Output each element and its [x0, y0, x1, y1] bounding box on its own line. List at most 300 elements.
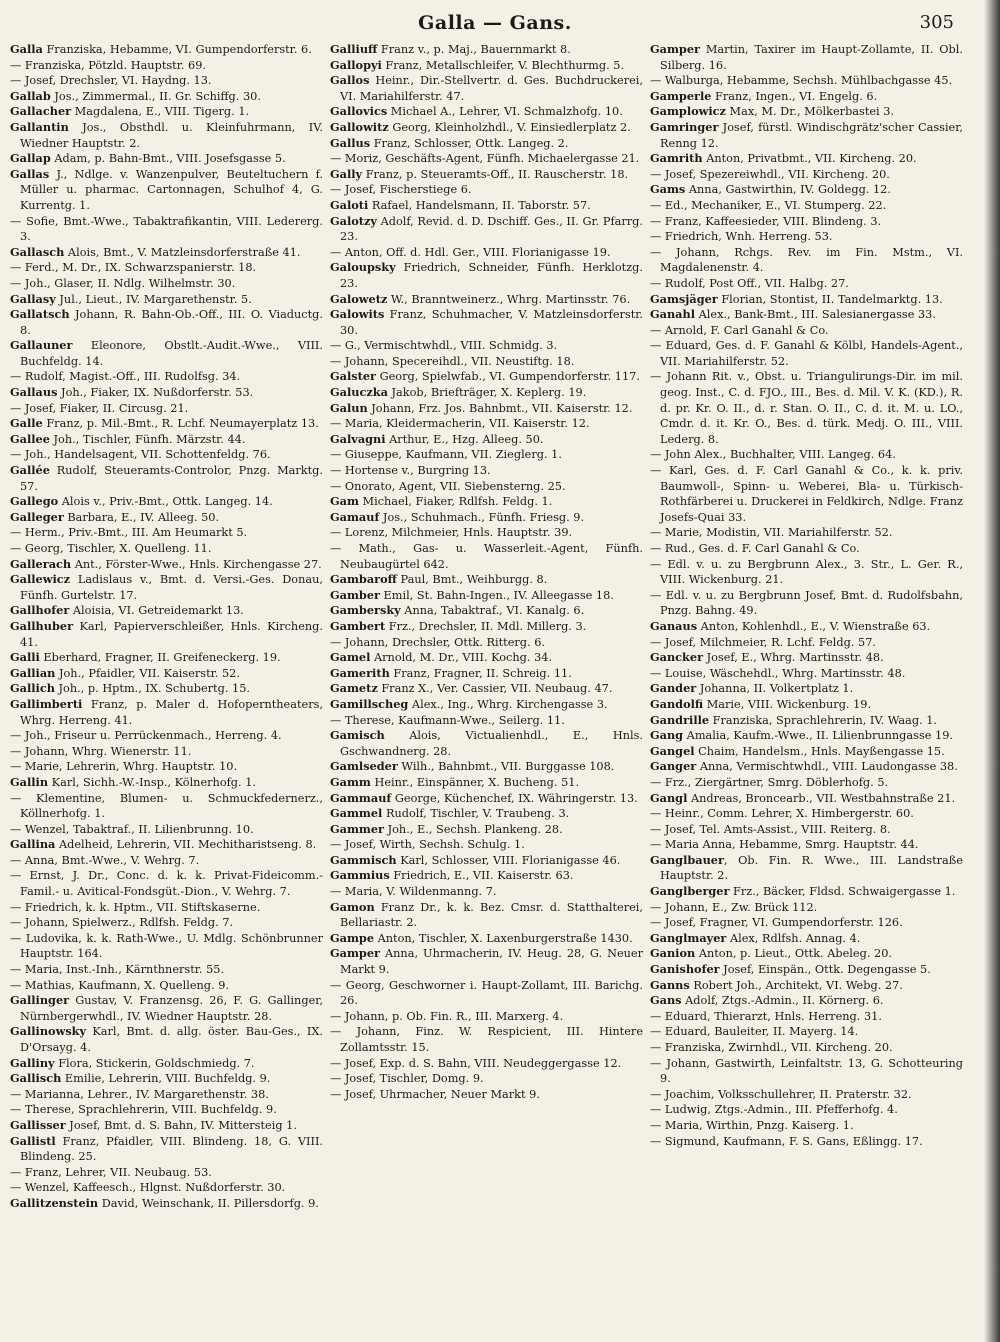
entry-details: — Ed., Mechaniker, E., VI. Stumperg. 22. — [650, 198, 887, 212]
directory-entry — [330, 463, 643, 479]
entry-surname: Gallasy — [10, 291, 56, 306]
directory-entry — [330, 635, 643, 651]
directory-entry — [650, 1040, 963, 1056]
entry-details: — Franziska, Pötzld. Hauptstr. 69. — [10, 58, 207, 72]
entry-details: Friedrich, Schneider, Fünfh. Herklotzg. 23. — [340, 261, 643, 290]
entry-surname: Gallistl — [10, 1133, 56, 1148]
directory-entry — [330, 245, 643, 261]
directory-entry — [330, 588, 643, 604]
entry-details: Karl, Sichh.-W.-Insp., Kölnerhofg. 1. — [48, 775, 256, 789]
directory-entry — [10, 822, 323, 838]
entry-details: — Karl, Ges. d. F. Carl Ganahl & Co., k. k. priv. Baumwoll-, Spinn- u. Weberei, Bla- u. Türkisch-Rothfärberei u. Druckerei in Feldkirch, Ndlge. Franz Josefs-Quai 33. — [650, 464, 963, 524]
entry-details: Franz, p. Steueramts-Off., II. Rauscherstr. 18. — [362, 167, 629, 181]
entry-surname: Ganishofer — [650, 962, 720, 977]
entry-details: Michael A., Lehrer, VI. Schmalzhofg. 10. — [387, 105, 623, 119]
directory-entry — [10, 385, 323, 401]
entry-details: Martin, Taxirer im Haupt-Zollamte, II. Obl. Silberg. 16. — [660, 43, 963, 72]
entry-details: — Frz., Ziergärtner, Smrg. Döblerhofg. 5. — [650, 775, 889, 789]
entry-surname: Gangel — [650, 743, 695, 758]
directory-entry — [650, 447, 963, 463]
entry-details: Adelheid, Lehrerin, VII. Mechitharistseng. 8. — [55, 838, 317, 852]
entry-details: Franz, p. Maler d. Hofoperntheaters, Whrg. Herreng. 41. — [20, 697, 323, 727]
entry-details: Jos., Obsthdl. u. Kleinfuhrmann, IV. Wiedner Hauptstr. 2. — [20, 120, 323, 150]
entry-details: Georg, Kleinholzhdl., V. Einsiedlerplatz 2. — [388, 120, 631, 134]
entry-details: Ant., Förster-Wwe., Hnls. Kirchengasse 27. — [71, 557, 322, 571]
directory-entry — [650, 728, 963, 744]
entry-surname: Gambert — [330, 618, 386, 633]
entry-details: — Johann Rit. v., Obst. u. Triangulirungs-Dir. im mil. geog. Inst., C. d. FJO., III., Bes. d. Mil. V. K. (KD.), R. d. pr. Kr. O. II., d. r. Stan. O. II., C. d. it. M. u. LO., Cmdr. d. it. Kr. O., Bes. d. türk. Medj. O. III., VIII. Lederg. 8. — [650, 370, 963, 446]
column-1 — [10, 42, 323, 1212]
directory-entry — [650, 167, 963, 183]
directory-entry — [650, 198, 963, 214]
directory-entry — [10, 557, 323, 573]
entry-details: Amalia, Kaufm.-Wwe., II. Lilienbrunngasse 19. — [683, 729, 953, 743]
directory-entry — [650, 946, 963, 962]
entry-details: — Eduard, Ges. d. F. Ganahl & Kölbl, Handels-Agent., VII. Mariahilferstr. 52. — [650, 339, 963, 368]
entry-details: Franziska, Hebamme, VI. Gumpendorferstr. 6. — [42, 43, 312, 56]
entry-details: — Eduard, Thierarzt, Hnls. Herreng. 31. — [650, 1009, 882, 1023]
entry-surname: Ganaus — [650, 618, 698, 633]
directory-entry — [650, 759, 963, 775]
entry-surname: Galotzy — [330, 213, 377, 228]
entry-details: Franz, Metallschleifer, V. Blechthurmg. 5. — [381, 58, 625, 72]
entry-details: Alois, Bmt., V. Matzleinsdorferstraße 41. — [64, 245, 301, 259]
directory-entry — [10, 1196, 323, 1212]
entry-details: Jul., Lieut., IV. Margarethenstr. 5. — [55, 292, 252, 306]
entry-surname: Gallimberti — [10, 696, 83, 711]
entry-surname: Galvagni — [330, 431, 386, 446]
entry-details: — G., Vermischtwhdl., VIII. Schmidg. 3. — [330, 339, 558, 353]
entry-details: — Maria, Kleidermacherin, VII. Kaiserstr. 12. — [330, 417, 590, 431]
entry-details: — Josef, Fischerstiege 6. — [330, 183, 472, 197]
entry-surname: Gallap — [10, 151, 51, 166]
page-header — [10, 12, 980, 38]
running-head: Galla — Gans. — [418, 12, 572, 34]
column-2 — [330, 42, 643, 1212]
directory-entry — [330, 853, 643, 869]
entry-details: Alex, Rdlfsh. Annag. 4. — [726, 931, 861, 945]
entry-details: Franz, Pfaidler, VIII. Blindeng. 18, G. VIII. Blindeng. 25. — [20, 1134, 323, 1164]
entry-details: — Giuseppe, Kaufmann, VII. Zieglerg. 1. — [330, 448, 562, 462]
directory-entry — [330, 806, 643, 822]
directory-entry — [330, 681, 643, 697]
directory-entry — [330, 884, 643, 900]
entry-surname: Gallina — [10, 837, 56, 852]
entry-details: — Friedrich, Wnh. Herreng. 53. — [650, 230, 833, 244]
entry-details: Rudolf, Steueramts-Controlor, Pnzg. Marktg. 57. — [20, 464, 323, 493]
directory-entry — [330, 260, 643, 291]
directory-entry — [330, 73, 643, 104]
directory-entry — [10, 978, 323, 994]
entry-details: Franz v., p. Maj., Bauernmarkt 8. — [377, 43, 571, 56]
entry-details: Florian, Stontist, II. Tandelmarktg. 13. — [717, 292, 943, 306]
directory-entry — [650, 276, 963, 292]
directory-entry — [650, 541, 963, 557]
entry-details: Josef, fürstl. Windischgrätz'scher Cassier, Renng 12. — [660, 120, 963, 150]
directory-entry — [330, 338, 643, 354]
entry-details: Friedrich, E., VII. Kaiserstr. 63. — [389, 869, 574, 883]
directory-entry — [330, 58, 643, 74]
directory-entry — [650, 369, 963, 447]
entry-surname: Ganahl — [650, 307, 696, 322]
entry-details: Franz X., Ver. Cassier, VII. Neubaug. 47. — [377, 682, 613, 696]
entry-details: — Ludovika, k. k. Rath-Wwe., U. Mdlg. Schönbrunner Hauptstr. 164. — [10, 931, 323, 961]
directory-entry — [10, 167, 323, 214]
directory-entry — [330, 775, 643, 791]
directory-entry — [650, 104, 963, 120]
entry-details: — Edl. v. u. zu Bergbrunn Josef, Bmt. d. Rudolfsbahn, Pnzg. Bahng. 49. — [650, 588, 963, 618]
entry-details: — Johann, Rchgs. Rev. im Fin. Mstm., VI. Magdalenenstr. 4. — [650, 245, 963, 275]
entry-surname: Galla — [10, 42, 43, 56]
directory-entry — [10, 494, 323, 510]
entry-surname: Gametz — [330, 681, 378, 696]
entry-details: Rudolf, Tischler, V. Traubeng. 3. — [382, 807, 570, 821]
entry-details: Michael, Fiaker, Rdlfsh. Feldg. 1. — [358, 495, 553, 509]
entry-surname: Gams — [650, 182, 686, 197]
entry-surname: Gandrille — [650, 712, 710, 727]
directory-entry — [650, 884, 963, 900]
directory-entry — [10, 619, 323, 650]
entry-details: Emilie, Lehrerin, VIII. Buchfeldg. 9. — [61, 1072, 271, 1086]
entry-details: — Ferd., M. Dr., IX. Schwarzspanierstr. 18. — [10, 261, 257, 275]
entry-details: — Johann, Gastwirth, Leinfaltstr. 13, G. Schotteuring 9. — [650, 1056, 963, 1086]
entry-surname: Galowetz — [330, 291, 388, 306]
directory-entry — [330, 214, 643, 245]
entry-surname: Gallego — [10, 494, 59, 509]
entry-details: Anton, p. Lieut., Ottk. Abeleg. 20. — [695, 947, 892, 961]
entry-details: — Josef, Milchmeier, R. Lchf. Feldg. 57. — [650, 635, 876, 649]
entry-details: — Johann, Whrg. Wienerstr. 11. — [10, 744, 192, 758]
directory-entry — [10, 728, 323, 744]
entry-surname: Ganger — [650, 759, 697, 774]
directory-entry — [10, 338, 323, 369]
entry-surname: Ganns — [650, 977, 690, 992]
entry-details: — Heinr., Comm. Lehrer, X. Himbergerstr. 60. — [650, 807, 914, 821]
entry-details: Johann, Frz. Jos. Bahnbmt., VII. Kaiserstr. 12. — [367, 401, 633, 415]
entry-details: Karl, Bmt. d. allg. öster. Bau-Ges., IX. D'Orsayg. 4. — [20, 1025, 323, 1054]
directory-entry — [10, 42, 323, 58]
entry-details: — Klementine, Blumen- u. Schmuckfedernerz., Köllnerhofg. 1. — [10, 791, 323, 821]
directory-entry — [330, 447, 643, 463]
entry-surname: Gammius — [330, 868, 390, 883]
entry-details: Franz, Ingen., VI. Engelg. 6. — [711, 89, 878, 103]
entry-details: — Wenzel, Kaffeesch., Hlgnst. Nußdorferstr. 30. — [10, 1181, 286, 1195]
directory-entry — [330, 401, 643, 417]
entry-surname: Ganglbauer — [650, 852, 724, 867]
directory-entry — [650, 681, 963, 697]
directory-entry — [650, 525, 963, 541]
entry-details: — Josef, Wirth, Sechsh. Schulg. 1. — [330, 838, 525, 852]
entry-surname: Galowits — [330, 307, 385, 322]
entry-details: Karl, Papierverschleißer, Hnls. Kircheng. 41. — [20, 619, 323, 649]
entry-surname: Gamsjäger — [650, 291, 718, 306]
entry-details: Arthur, E., Hzg. Alleeg. 50. — [385, 432, 544, 446]
entry-surname: Gallée — [10, 463, 50, 478]
entry-surname: Gamrith — [650, 151, 703, 166]
entry-surname: Ganion — [650, 946, 696, 961]
entry-details: Gustav, V. Franzensg. 26, F. G. Gallinger, Nürnbergerwhdl., IV. Wiedner Hauptstr. 28. — [20, 994, 323, 1023]
entry-details: Joh., Fiaker, IX. Nußdorferstr. 53. — [57, 386, 254, 400]
directory-entry — [650, 307, 963, 323]
entry-details: Anna, Gastwirthin, IV. Goldegg. 12. — [685, 183, 891, 197]
directory-entry — [330, 697, 643, 713]
directory-entry — [10, 1134, 323, 1165]
directory-entry — [10, 1118, 323, 1134]
entry-details: Joh., Pfaidler, VII. Kaiserstr. 52. — [55, 666, 240, 680]
directory-entry — [330, 292, 643, 308]
entry-details: — Rudolf, Post Off., VII. Halbg. 27. — [650, 276, 849, 290]
entry-details: Frz., Drechsler, II. Mdl. Millerg. 3. — [385, 619, 587, 633]
entry-details: Flora, Stickerin, Goldschmiedg. 7. — [54, 1056, 255, 1070]
entry-surname: Gamper — [330, 946, 380, 961]
directory-entry — [650, 229, 963, 245]
directory-entry — [10, 603, 323, 619]
directory-entry — [650, 1102, 963, 1118]
entry-details: Andreas, Broncearb., VII. Westbahnstraße 21. — [687, 791, 956, 805]
directory-entry — [10, 962, 323, 978]
entry-surname: Galliuff — [330, 42, 378, 56]
entry-surname: Ganglberger — [650, 884, 730, 899]
entry-details: — Friedrich, k. k. Hptm., VII. Stiftskaserne. — [10, 900, 261, 914]
entry-details: — Josef, Spezereiwhdl., VII. Kircheng. 20. — [650, 167, 890, 181]
directory-entry — [10, 369, 323, 385]
entry-details: Josef, Einspän., Ottk. Degengasse 5. — [719, 963, 931, 977]
entry-details: Rafael, Handelsmann, II. Taborstr. 57. — [368, 198, 591, 212]
entry-surname: Ganglmayer — [650, 930, 727, 945]
directory-entry — [650, 650, 963, 666]
entry-surname: Gallasch — [10, 244, 65, 259]
entry-details: , Ob. Fin. R. Wwe., III. Landstraße Hauptstr. 2. — [660, 853, 963, 883]
entry-surname: Gallhofer — [10, 603, 70, 618]
directory-entry — [10, 1165, 323, 1181]
entry-details: — Marianna, Lehrer., IV. Margarethenstr. 38. — [10, 1087, 269, 1101]
directory-entry — [330, 494, 643, 510]
directory-entry — [650, 900, 963, 916]
directory-entry — [650, 806, 963, 822]
entry-details: Max, M. Dr., Mölkerbastei 3. — [725, 105, 895, 119]
directory-entry — [330, 1087, 643, 1103]
entry-details: Barbara, E., IV. Alleeg. 50. — [63, 510, 220, 524]
entry-details: — Franz, Kaffeesieder, VIII. Blindeng. 3. — [650, 214, 882, 228]
entry-details: Alex., Ing., Whrg. Kirchengasse 3. — [408, 697, 608, 711]
entry-details: — Josef, Fiaker, II. Circusg. 21. — [10, 401, 189, 415]
directory-entry — [10, 650, 323, 666]
directory-entry — [10, 276, 323, 292]
directory-entry — [330, 931, 643, 947]
entry-details: Adam, p. Bahn-Bmt., VIII. Josefsgasse 5. — [50, 152, 286, 166]
entry-details: — Wenzel, Tabaktraf., II. Lilienbrunng. 10. — [10, 822, 254, 836]
entry-surname: Galuczka — [330, 385, 388, 400]
entry-surname: Gamerith — [330, 665, 390, 680]
entry-details: — Josef, Drechsler, VI. Haydng. 13. — [10, 74, 212, 88]
entry-details: Heinr., Einspänner, X. Bucheng. 51. — [370, 775, 580, 789]
entry-details: — Franz, Lehrer, VII. Neubaug. 53. — [10, 1165, 212, 1179]
directory-entry — [650, 588, 963, 619]
entry-details: Georg, Spielwfab., VI. Gumpendorferstr. 117. — [375, 370, 640, 384]
entry-details: Franz Dr., k. k. Bez. Cmsr. d. Statthalterei, Bellariastr. 2. — [340, 900, 643, 930]
entry-details: — Lorenz, Milchmeier, Hnls. Hauptstr. 39. — [330, 526, 573, 540]
directory-entry — [10, 1087, 323, 1103]
directory-entry — [650, 151, 963, 167]
entry-details: Alois, Victualienhdl., E., Hnls. Gschwandnerg. 28. — [340, 729, 643, 758]
directory-entry — [650, 837, 963, 853]
entry-details: — Therese, Sprachlehrerin, VIII. Buchfeldg. 9. — [10, 1103, 277, 1117]
entry-details: Franz, Schlosser, Ottk. Langeg. 2. — [370, 136, 569, 150]
entry-surname: Gallee — [10, 431, 50, 446]
entry-surname: Gambersky — [330, 603, 401, 618]
entry-details: Joh., E., Sechsh. Plankeng. 28. — [384, 822, 563, 836]
entry-details: — Louise, Wäschehdl., Whrg. Martinsstr. 48. — [650, 666, 906, 680]
entry-details: Johann, R. Bahn-Ob.-Off., III. O. Viaductg. 8. — [20, 308, 323, 337]
directory-entry — [10, 214, 323, 245]
directory-entry — [330, 167, 643, 183]
directory-entry — [650, 791, 963, 807]
directory-entry — [10, 260, 323, 276]
entry-surname: Gallewicz — [10, 572, 71, 587]
entry-details: — Johann, E., Zw. Brück 112. — [650, 900, 818, 914]
directory-entry — [330, 136, 643, 152]
entry-surname: Galli — [10, 650, 40, 665]
directory-entry — [10, 541, 323, 557]
directory-entry — [330, 416, 643, 432]
directory-entry — [10, 1056, 323, 1072]
entry-details: Alois v., Priv.-Bmt., Ottk. Langeg. 14. — [58, 495, 273, 509]
directory-entry — [650, 915, 963, 931]
directory-entry — [650, 1009, 963, 1025]
entry-surname: Gamauf — [330, 509, 380, 524]
directory-entry — [10, 868, 323, 899]
directory-entry — [650, 120, 963, 151]
entry-surname: Gallantin — [10, 119, 69, 134]
directory-entry — [650, 338, 963, 369]
directory-entry — [330, 728, 643, 759]
directory-entry — [650, 822, 963, 838]
directory-entry — [650, 993, 963, 1009]
entry-surname: Gallhuber — [10, 618, 74, 633]
entry-details: — Ernst, J. Dr., Conc. d. k. k. Privat-Fideicomm.-Famil.- u. Avitical-Fondsgüt.-Dion., V. Wehrg. 7. — [10, 869, 323, 899]
entry-details: — Onorato, Agent, VII. Siebensterng. 25. — [330, 479, 566, 493]
directory-entry — [650, 1118, 963, 1134]
entry-details: Marie, VIII. Wickenburg. 19. — [703, 697, 872, 711]
entry-details: Chaim, Handelsm., Hnls. Mayßengasse 15. — [694, 744, 945, 758]
directory-entry — [330, 1056, 643, 1072]
entry-details: — Arnold, F. Carl Ganahl & Co. — [650, 323, 829, 337]
entry-details: Wilh., Bahnbmt., VII. Burggasse 108. — [397, 760, 615, 774]
directory-entry — [330, 822, 643, 838]
directory-entry — [330, 541, 643, 572]
directory-entry — [10, 681, 323, 697]
directory-entry — [330, 837, 643, 853]
directory-entry — [650, 978, 963, 994]
directory-entry — [650, 245, 963, 276]
entry-surname: Gamringer — [650, 119, 719, 134]
entry-surname: Gallich — [10, 681, 55, 696]
directory-entry — [10, 759, 323, 775]
entry-details: — Marie, Modistin, VII. Mariahilferstr. 52. — [650, 526, 893, 540]
directory-entry — [330, 713, 643, 729]
entry-details: Joh., p. Hptm., IX. Schubertg. 15. — [54, 682, 250, 696]
entry-surname: Gammel — [330, 806, 383, 821]
entry-surname: Gallisch — [10, 1071, 62, 1086]
entry-surname: Galliny — [10, 1055, 55, 1070]
directory-entry — [330, 650, 643, 666]
entry-surname: Gamper — [650, 42, 700, 56]
directory-entry — [10, 572, 323, 603]
columns — [10, 42, 980, 1212]
entry-details: — Edl. v. u. zu Bergbrunn Alex., 3. Str., L. Ger. R., VIII. Wickenburg. 21. — [650, 557, 963, 587]
entry-details: Anton, Kohlenhdl., E., V. Wienstraße 63. — [697, 619, 931, 633]
entry-details: Heinr., Dir.-Stellvertr. d. Ges. Buchdruckerei, VI. Mariahilferstr. 47. — [340, 74, 643, 103]
entry-surname: Gallovics — [330, 104, 388, 119]
entry-details: Jos., Schuhmach., Fünfh. Friesg. 9. — [379, 510, 585, 524]
entry-surname: Gamber — [330, 587, 380, 602]
entry-details: Anton, Privatbmt., VII. Kircheng. 20. — [702, 152, 917, 166]
directory-entry — [10, 307, 323, 338]
entry-details: George, Küchenchef, IX. Währingerstr. 13. — [391, 791, 638, 805]
directory-entry — [330, 120, 643, 136]
entry-details: — Georg, Geschworner i. Haupt-Zollamt, III. Barichg. 26. — [330, 978, 643, 1008]
entry-surname: Gallaus — [10, 385, 58, 400]
directory-entry — [650, 89, 963, 105]
entry-surname: Gallian — [10, 665, 56, 680]
entry-surname: Galster — [330, 369, 376, 384]
directory-entry — [650, 931, 963, 947]
entry-details: Joh., Tischler, Fünfh. Märzstr. 44. — [49, 432, 246, 446]
directory-entry — [10, 120, 323, 151]
directory-entry — [650, 182, 963, 198]
entry-details: J., Ndlge. v. Wanzenpulver, Beuteltuchern f. Müller u. pharmac. Cartonnagen, Schulhof 4, G. Kurrentg. 1. — [20, 167, 323, 212]
directory-entry — [650, 853, 963, 884]
directory-entry — [330, 151, 643, 167]
directory-entry — [10, 432, 323, 448]
entry-details: — Herm., Priv.-Bmt., III. Am Heumarkt 5. — [10, 526, 248, 540]
entry-details: W., Branntweinerz., Whrg. Martinsstr. 76. — [387, 292, 631, 306]
directory-entry — [10, 697, 323, 728]
entry-details: — Johann, p. Ob. Fin. R., III. Marxerg. 4. — [330, 1009, 564, 1023]
entry-details: — Rudolf, Magist.-Off., III. Rudolfsg. 34. — [10, 370, 241, 384]
entry-surname: Galoupsky — [330, 260, 396, 275]
directory-entry — [10, 510, 323, 526]
directory-entry — [330, 198, 643, 214]
entry-surname: Gallauner — [10, 338, 73, 353]
column-3 — [650, 42, 963, 1212]
entry-surname: Gancker — [650, 650, 704, 665]
directory-entry — [10, 401, 323, 417]
entry-surname: Gamplowicz — [650, 104, 726, 119]
directory-entry — [10, 151, 323, 167]
directory-entry — [650, 619, 963, 635]
entry-details: Magdalena, E., VIII. Tigerg. 1. — [71, 105, 250, 119]
directory-entry — [10, 931, 323, 962]
directory-entry — [10, 1180, 323, 1196]
entry-surname: Gallin — [10, 774, 49, 789]
entry-surname: Gambaroff — [330, 572, 397, 587]
directory-entry — [10, 775, 323, 791]
entry-surname: Gallopyi — [330, 57, 382, 72]
entry-details: Josef, E., Whrg. Martinsstr. 48. — [703, 651, 884, 665]
directory-entry — [10, 416, 323, 432]
directory-entry — [10, 58, 323, 74]
directory-entry — [10, 853, 323, 869]
directory-entry — [10, 1024, 323, 1055]
entry-details: — Joh., Friseur u. Perrückenmach., Herreng. 4. — [10, 729, 282, 743]
directory-entry — [330, 572, 643, 588]
entry-details: — Math., Gas- u. Wasserleit.-Agent, Fünfh. Neubaugürtel 642. — [330, 542, 643, 571]
directory-entry — [330, 385, 643, 401]
entry-details: — Maria, V. Wildenmanng. 7. — [330, 885, 497, 899]
entry-details: Eberhard, Fragner, II. Greifeneckerg. 19. — [39, 651, 281, 665]
entry-details: Emil, St. Bahn-Ingen., IV. Alleegasse 18. — [379, 588, 614, 602]
